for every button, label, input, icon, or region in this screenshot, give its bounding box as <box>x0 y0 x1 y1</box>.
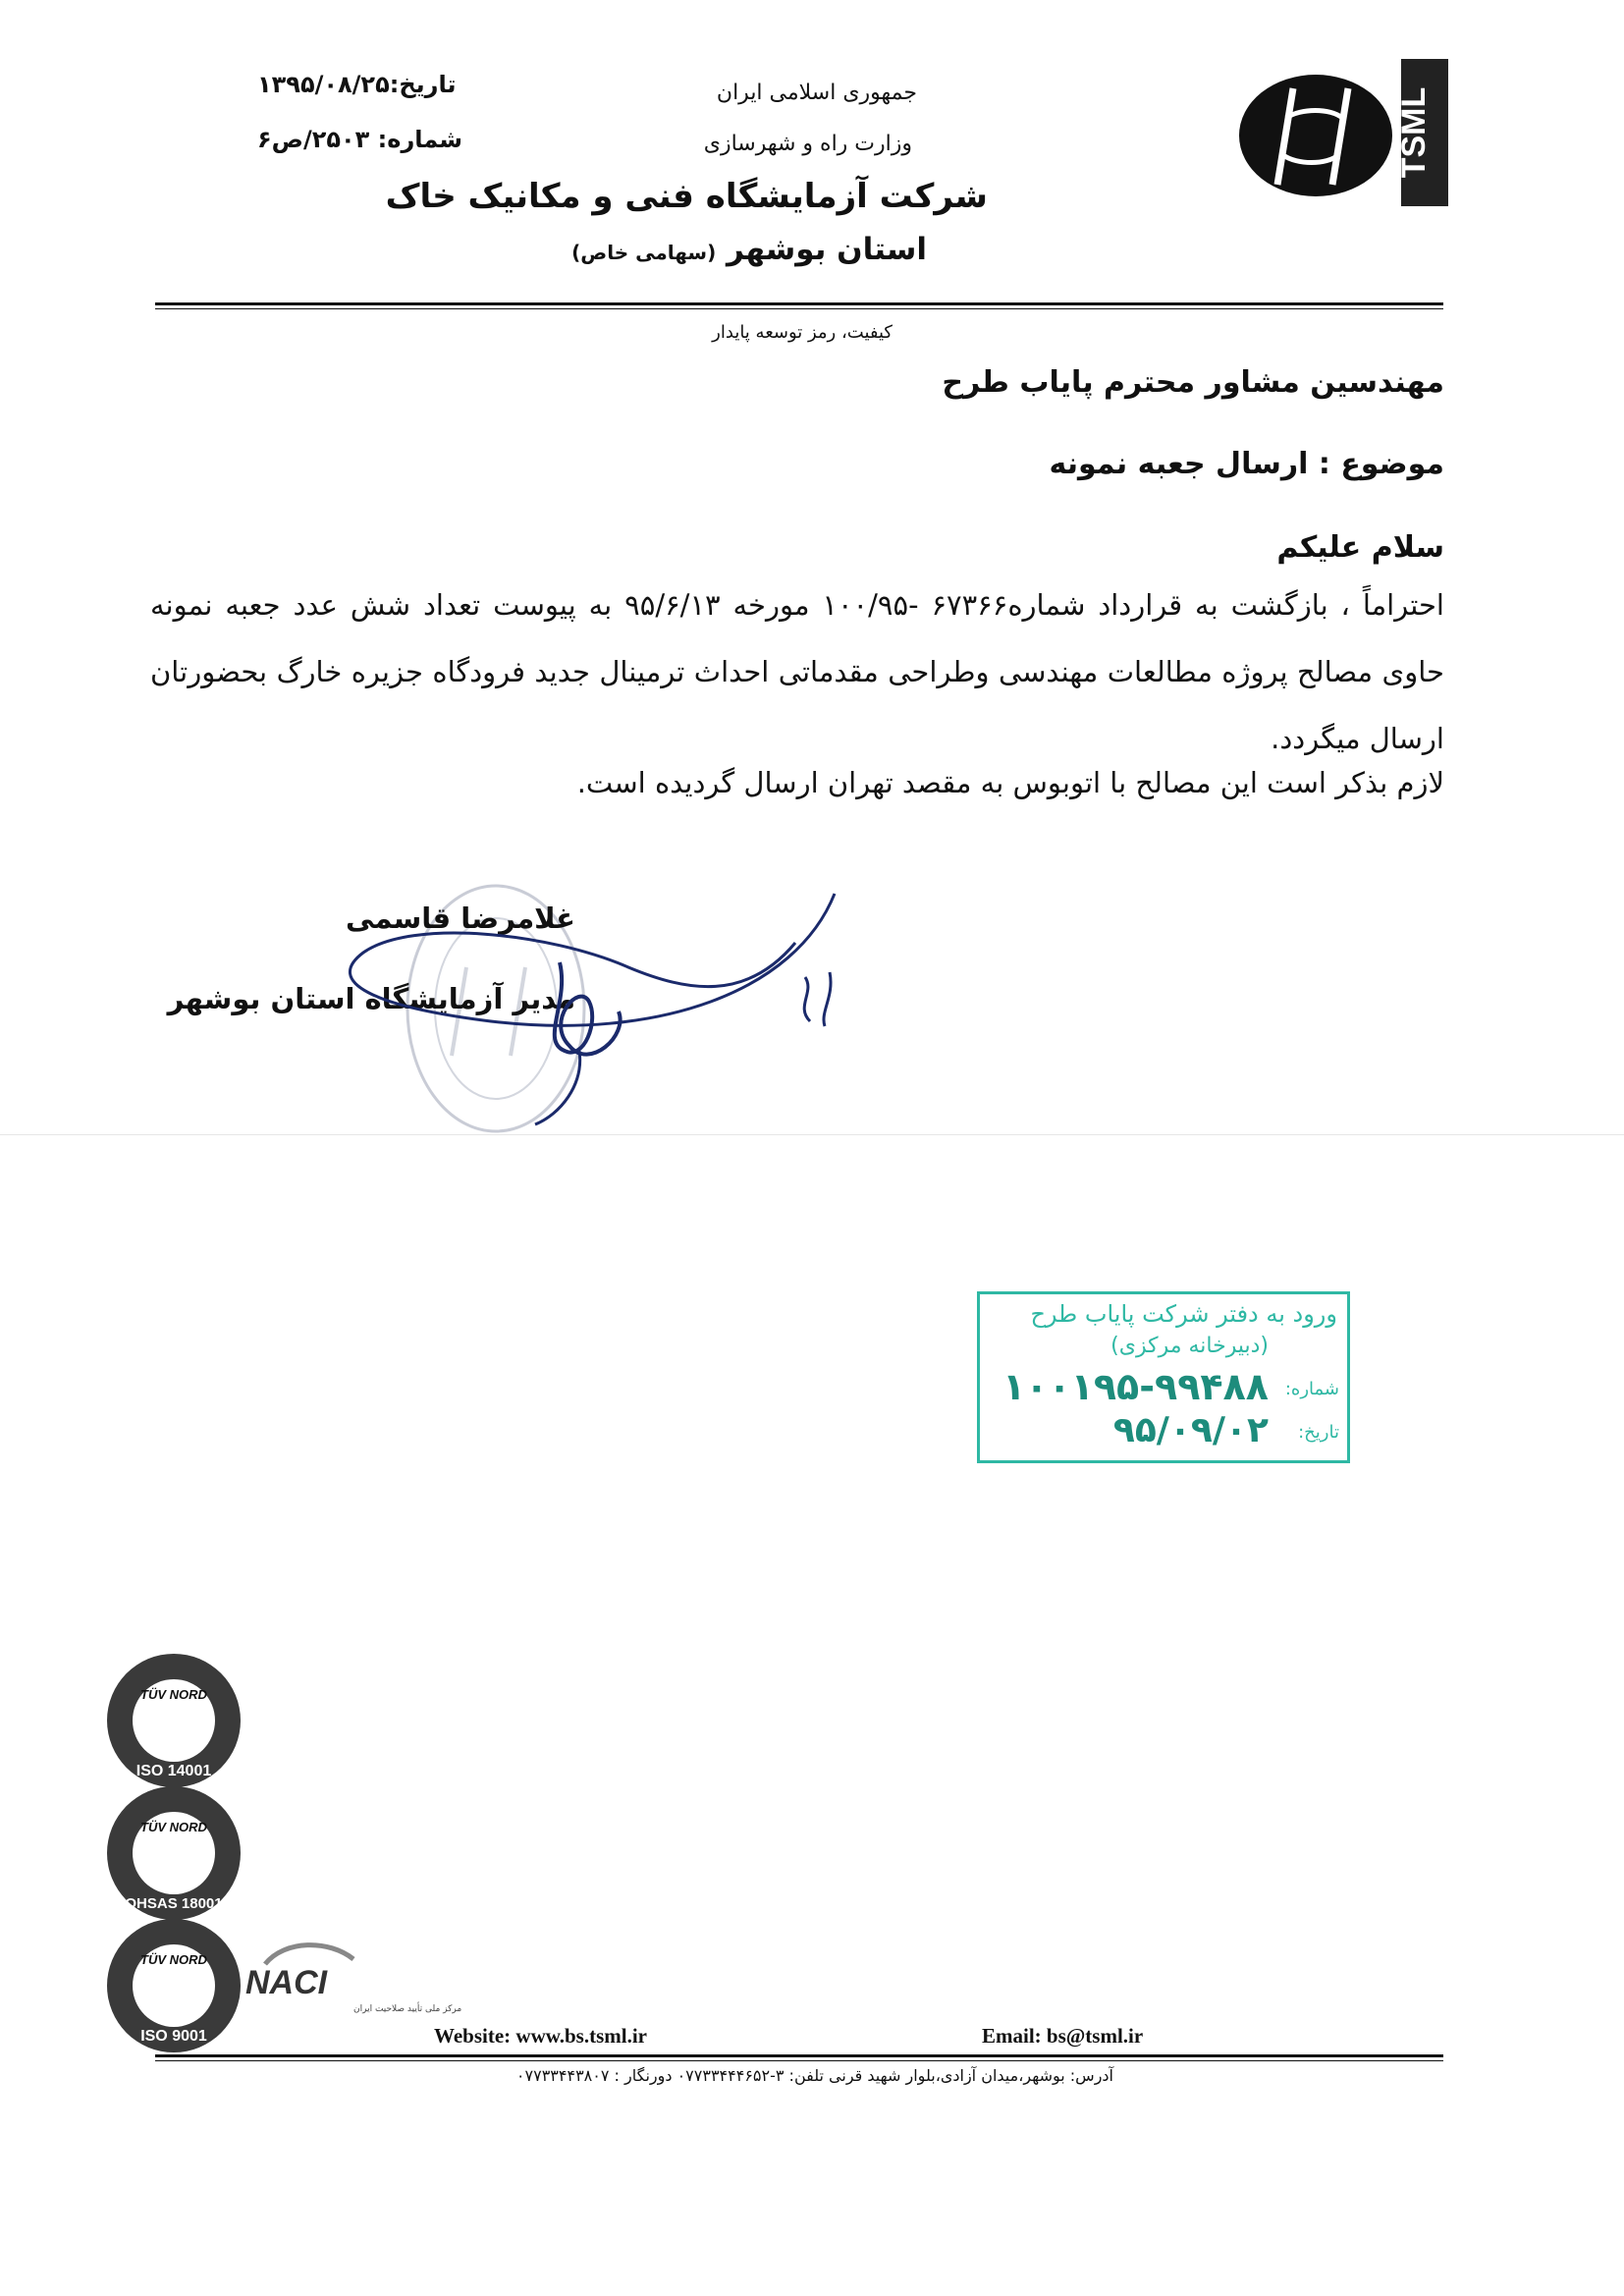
letter-date <box>257 71 456 98</box>
received-stamp <box>977 1291 1350 1463</box>
stamp-subtitle: (دبیرخانه مرکزی) <box>1110 1334 1269 1358</box>
header-company-name: شرکت آزمایشگاه فنی و مکانیک خاک <box>385 177 988 216</box>
tuv-nord-iso-14001-icon <box>103 1650 245 1792</box>
cert-standard: ISO 9001 <box>140 2028 207 2045</box>
naci-logo <box>236 1935 462 2018</box>
naci-subtitle: مرکز ملی تأیید صلاحیت ایران <box>353 2004 462 2014</box>
footer-divider-thin <box>155 2060 1443 2061</box>
tuv-nord-ohsas-18001-icon <box>103 1782 245 1925</box>
letter-subject <box>1050 447 1444 481</box>
signatory-title: مدیر آزمایشگاه استان بوشهر <box>167 982 575 1015</box>
subject-value: ارسال جعبه نمونه <box>1049 447 1309 481</box>
date-label: تاریخ: <box>389 71 457 98</box>
cert-org: TÜV NORD <box>140 1687 207 1702</box>
stamp-date-label: تاریخ: <box>1298 1422 1339 1443</box>
footer-divider <box>155 2054 1443 2057</box>
header-divider <box>155 302 1443 305</box>
cert-standard: ISO 14001 <box>135 1763 212 1779</box>
letter-addressee: مهندسین مشاور محترم پایاب طرح <box>942 365 1444 400</box>
cert-org: TÜV NORD <box>140 1952 207 1967</box>
company-logo <box>1232 59 1448 206</box>
stamp-number-label: شماره: <box>1284 1379 1339 1399</box>
header-divider-thin <box>155 308 1443 309</box>
stamp-title: ورود به دفتر شرکت پایاب طرح <box>1030 1300 1337 1328</box>
tuv-nord-iso-9001-icon <box>103 1915 245 2057</box>
number-value: ۲۵۰۳/ص۶ <box>257 126 370 153</box>
letter-greeting: سلام علیکم <box>1276 530 1444 565</box>
header-province-name: استان بوشهر <box>727 232 927 267</box>
letter-number <box>257 126 462 153</box>
footer-website: Website: www.bs.tsml.ir <box>434 2024 647 2048</box>
letter-note: لازم بذکر است این مصالح با اتوبوس به مقصد تهران ارسال گردیده است. <box>576 766 1444 799</box>
letter-body <box>150 572 1444 772</box>
subject-label: موضوع : <box>1318 447 1444 481</box>
handwritten-signature <box>334 874 864 1139</box>
footer-address: آدرس: بوشهر،میدان آزادی،بلوار شهید قرنی تلفن: ۳-۰۷۷۳۳۴۴۴۶۵۲ دورنگار : ۰۷۷۳۳۴۴۳۸۰۷ <box>515 2066 1113 2085</box>
number-label: شماره: <box>377 126 462 153</box>
signatory-name: غلامرضا قاسمی <box>345 902 575 935</box>
header-company-type: (سهامی خاص) <box>571 241 717 264</box>
letter-paragraph: احتراماً ، بازگشت به قرارداد شماره۶۷۳۶۶ -۱۰۰/۹۵ مورخه ۹۵/۶/۱۳ به پیوست تعداد شش عدد جعبه نمونه حاوی مصالح پروژه مطالعات مهندسی وطراحی مقدماتی احداث ترمینال جدید فرودگاه جزیره خارگ بحضورتان ارسال میگردد. <box>150 588 1444 755</box>
cert-org: TÜV NORD <box>140 1820 207 1834</box>
stamp-number-value: ۱۰۰۱۹۵-۹۹۴۸۸ <box>1002 1365 1269 1408</box>
stamp-date-value: ۹۵/۰۹/۰۲ <box>1112 1410 1269 1450</box>
date-value: ۱۳۹۵/۰۸/۲۵ <box>257 71 390 98</box>
scan-fold-line <box>0 1134 1624 1135</box>
cert-standard: OHSAS 18001 <box>125 1895 223 1912</box>
footer-email: Email: bs@tsml.ir <box>982 2024 1144 2048</box>
company-motto: کیفیت، رمز توسعه پایدار <box>712 322 893 343</box>
logo-text: TSML <box>1395 86 1433 179</box>
header-province <box>571 232 927 267</box>
header-ministry: وزارت راه و شهرسازی <box>703 132 912 156</box>
naci-name: NACI <box>245 1964 328 2001</box>
header-country: جمهوری اسلامی ایران <box>716 81 917 105</box>
